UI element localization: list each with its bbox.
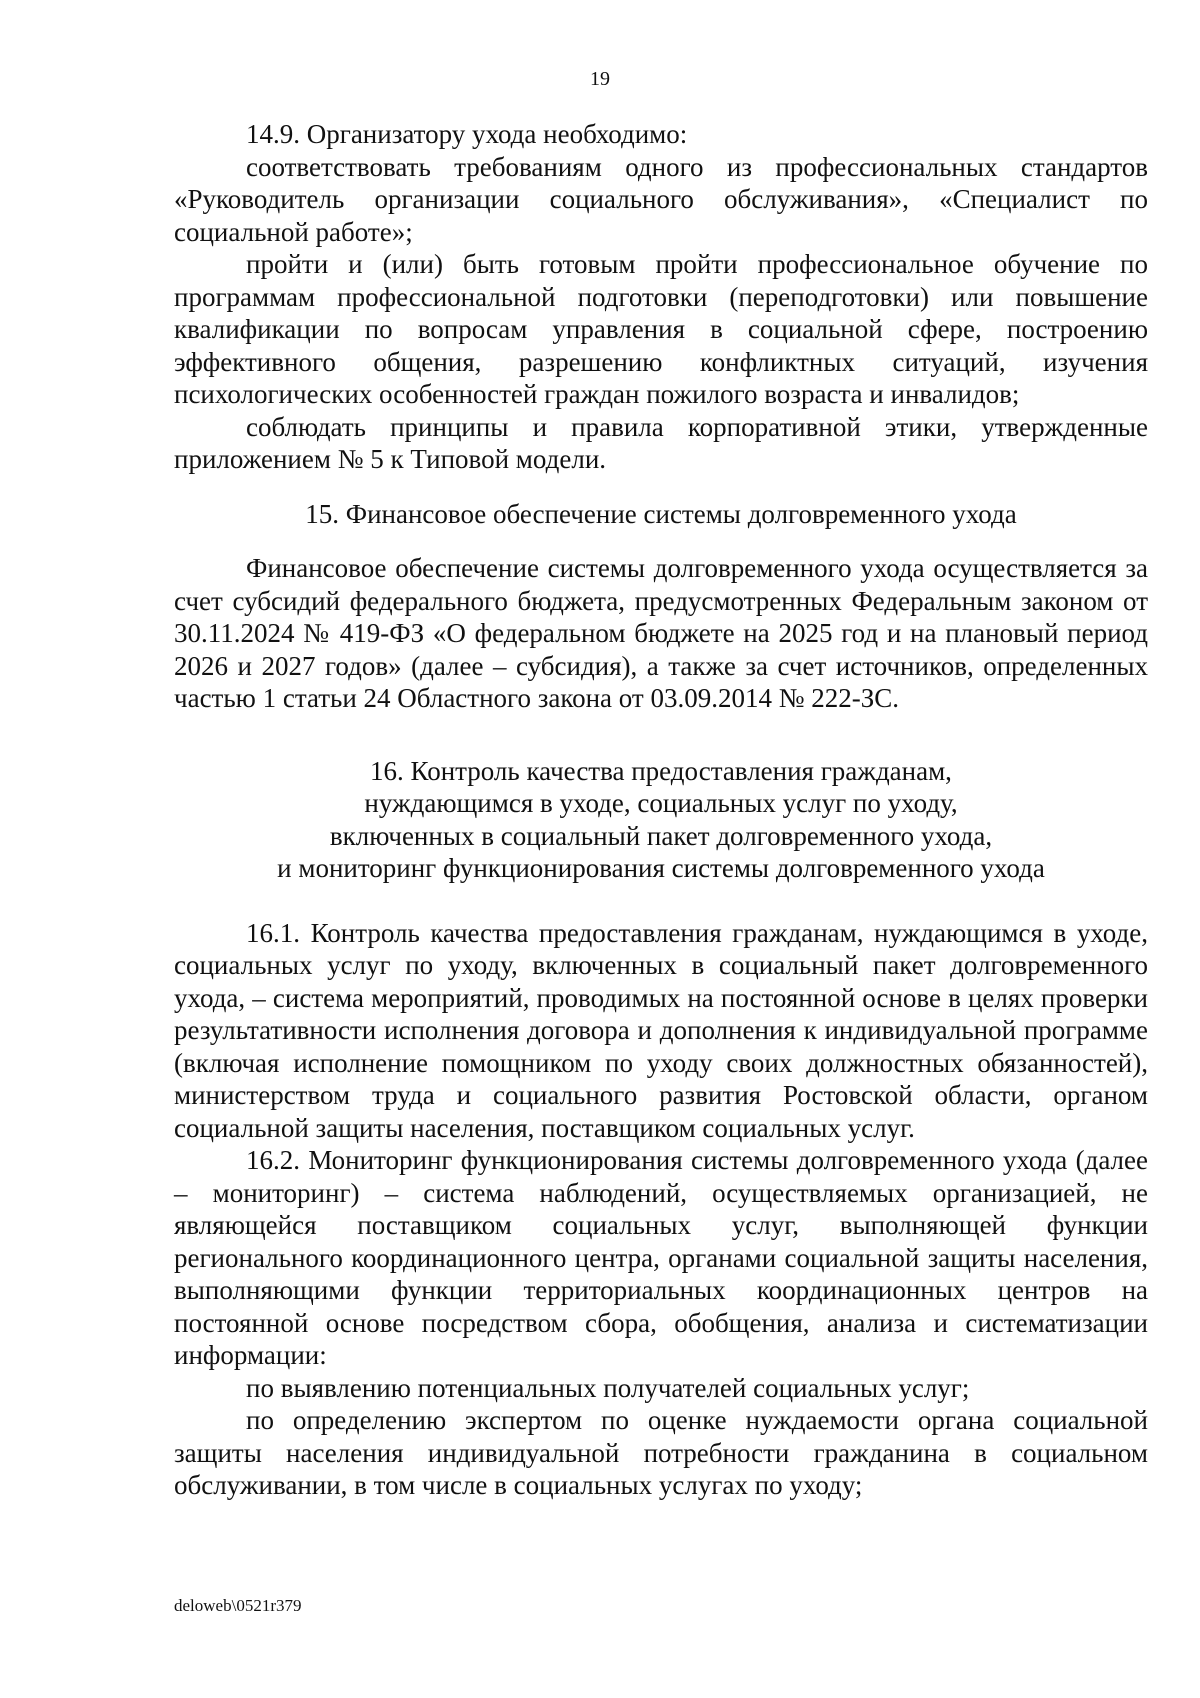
- section-16-heading-line: 16. Контроль качества предоставления гражданам,: [370, 755, 952, 786]
- section-14-9-item: соответствовать требованиям одного из профессиональных стандартов «Руководитель организации социального обслуживания», «Специалист по социальной работе»;: [174, 151, 1148, 247]
- section-16-heading-line: нуждающимся в уходе, социальных услуг по уходу,: [364, 788, 958, 818]
- section-16-2-paragraph: 16.2. Мониторинг функционирования системы долговременного ухода (далее – мониторинг) – система наблюдений, осуществляемых организацией, не являющейся поставщиком социальных услуг, выполняющей функции регионального координационного центра, органами социальной защиты населения, выполняющими функции территориальных координационных центров на постоянной основе посредством сбора, обобщения, анализа и систематизации информации:: [174, 1145, 1148, 1370]
- section-16-heading-line: включенных в социальный пакет долговременного ухода,: [329, 820, 993, 851]
- section-16-heading: [174, 755, 1148, 885]
- section-14-9-intro: 14.9. Организатору ухода необходимо:: [246, 119, 688, 149]
- section-15-heading: 15. Финансовое обеспечение системы долговременного ухода: [305, 498, 1017, 529]
- section-16-2-item: по выявлению потенциальных получателей социальных услуг;: [246, 1372, 970, 1403]
- section-16-heading-line: и мониторинг функционирования системы долговременного ухода: [277, 853, 1045, 883]
- section-14-9-item: пройти и (или) быть готовым пройти профессиональное обучение по программам профессиональной подготовки (переподготовки) или повышение квалификации по вопросам управления в социальной сфере, построению эффективного общения, разрешению конфликтных ситуаций, изучения психологических особенностей граждан пожилого возраста и инвалидов;: [174, 249, 1148, 409]
- document-body: [174, 118, 1148, 1502]
- section-16-2-item: по определению экспертом по оценке нуждаемости органа социальной защиты населения индивидуальной потребности гражданина в социальном обслуживании, в том числе в социальных услугах по уходу;: [174, 1405, 1148, 1500]
- section-15-paragraph: Финансовое обеспечение системы долговременного ухода осуществляется за счет субсидий федерального бюджета, предусмотренных Федеральным законом от 30.11.2024 № 419-ФЗ «О федеральном бюджете на 2025 год и на плановый период 2026 и 2027 годов» (далее – субсидия), а также за счет источников, определенных частью 1 статьи 24 Областного закона от 03.09.2014 № 222-ЗС.: [174, 553, 1148, 713]
- page-number: 19: [590, 68, 610, 90]
- footer-document-code: deloweb\0521r379: [174, 1596, 302, 1615]
- section-16-1-paragraph: 16.1. Контроль качества предоставления гражданам, нуждающимся в уходе, социальных услуг по уходу, включенных в социальный пакет долговременного ухода, – система мероприятий, проводимых на постоянной основе в целях проверки результативности исполнения договора и дополнения к индивидуальной программе (включая исполнение помощником по уходу своих должностных обязанностей), министерством труда и социального развития Ростовской области, органом социальной защиты населения, поставщиком социальных услуг.: [174, 917, 1148, 1143]
- section-14-9-item: соблюдать принципы и правила корпоративной этики, утвержденные приложением № 5 к Типовой модели.: [174, 411, 1148, 474]
